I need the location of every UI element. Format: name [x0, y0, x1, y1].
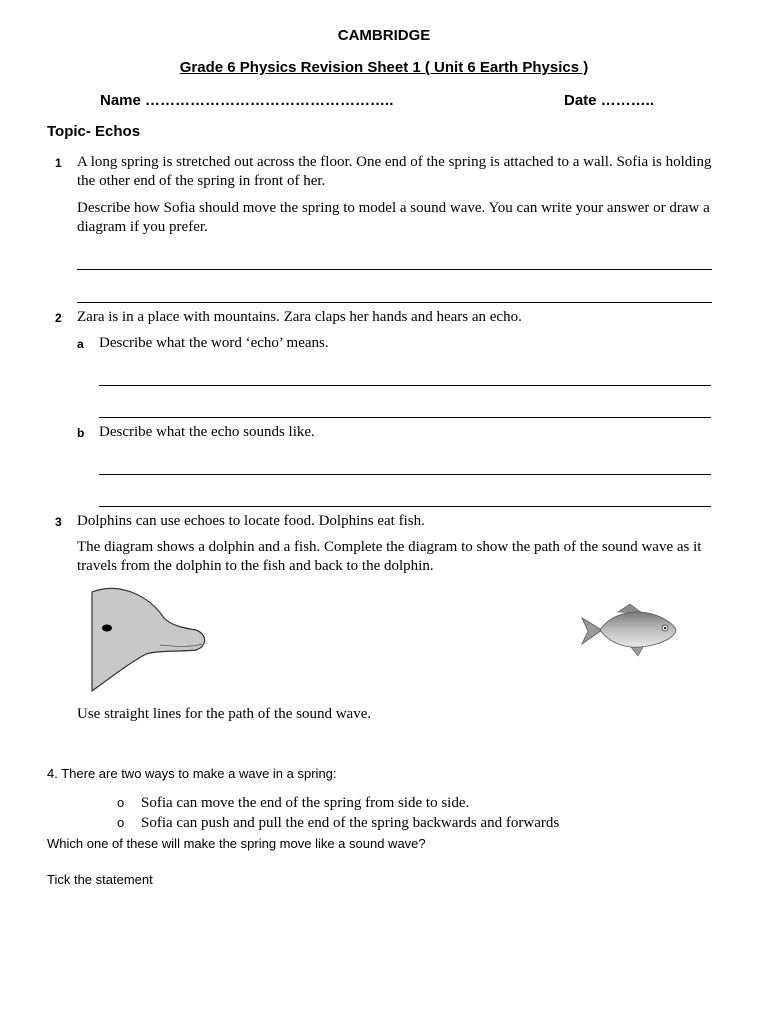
q2b-label: b	[77, 426, 85, 440]
fish-image	[578, 600, 682, 660]
q2a-text: Describe what the word ‘echo’ means.	[99, 335, 329, 351]
q1-answer-line-1[interactable]	[77, 269, 712, 270]
fish-tail	[582, 618, 602, 644]
q3-text: Dolphins can use echoes to locate food. Dolphins eat fish.	[77, 513, 425, 529]
q4-intro: 4. There are two ways to make a wave in a spring:	[47, 766, 337, 781]
dolphin-head-shape	[92, 588, 205, 691]
q4-question: Which one of these will make the spring move like a sound wave?	[47, 836, 426, 851]
q4-option-2[interactable]: Sofia can push and pull the end of the spring backwards and forwards	[141, 815, 560, 831]
q2-text: Zara is in a place with mountains. Zara claps her hands and hears an echo.	[77, 309, 522, 325]
q2b-answer-line-1[interactable]	[99, 474, 711, 475]
q2-number: 2	[55, 311, 62, 325]
q2a-answer-line-1[interactable]	[99, 385, 711, 386]
q3-note: Use straight lines for the path of the sound wave.	[77, 706, 372, 722]
q1-instruction: Describe how Sofia should move the spring to model a sound wave. You can write your answer or draw a diagram if you prefer.	[77, 200, 710, 235]
q4-option-1-bullet: o	[117, 795, 125, 810]
q4-instruction: Tick the statement	[47, 872, 153, 887]
q3-number: 3	[55, 515, 62, 529]
q2a-label: a	[77, 337, 84, 351]
topic-heading: Topic- Echos	[47, 123, 141, 140]
q1-answer-line-2[interactable]	[77, 302, 712, 303]
q1-number: 1	[55, 156, 62, 170]
q4-option-1[interactable]: Sofia can move the end of the spring from side to side.	[141, 795, 470, 811]
dolphin-image	[88, 586, 213, 696]
q2b-text: Describe what the echo sounds like.	[99, 424, 315, 440]
fish-pupil	[664, 627, 667, 630]
q1-text: A long spring is stretched out across the floor. One end of the spring is attached to a wall. Sofia is holding the other end of the spring in front of her.	[77, 154, 712, 189]
q2a-answer-line-2[interactable]	[99, 417, 711, 418]
dolphin-eye	[102, 625, 112, 632]
q4-option-2-bullet: o	[117, 815, 125, 830]
school-name: CAMBRIDGE	[337, 27, 431, 44]
q3-diagram-instruction: The diagram shows a dolphin and a fish. Complete the diagram to show the path of the sound wave as it travels from the dolphin to the fish and back to the dolphin.	[77, 539, 702, 574]
name-field[interactable]: Name …………………………………………..	[100, 92, 394, 109]
sheet-title: Grade 6 Physics Revision Sheet 1 ( Unit 6 Earth Physics )	[179, 59, 589, 76]
date-field[interactable]: Date ………..	[564, 92, 655, 109]
q2b-answer-line-2[interactable]	[99, 506, 711, 507]
